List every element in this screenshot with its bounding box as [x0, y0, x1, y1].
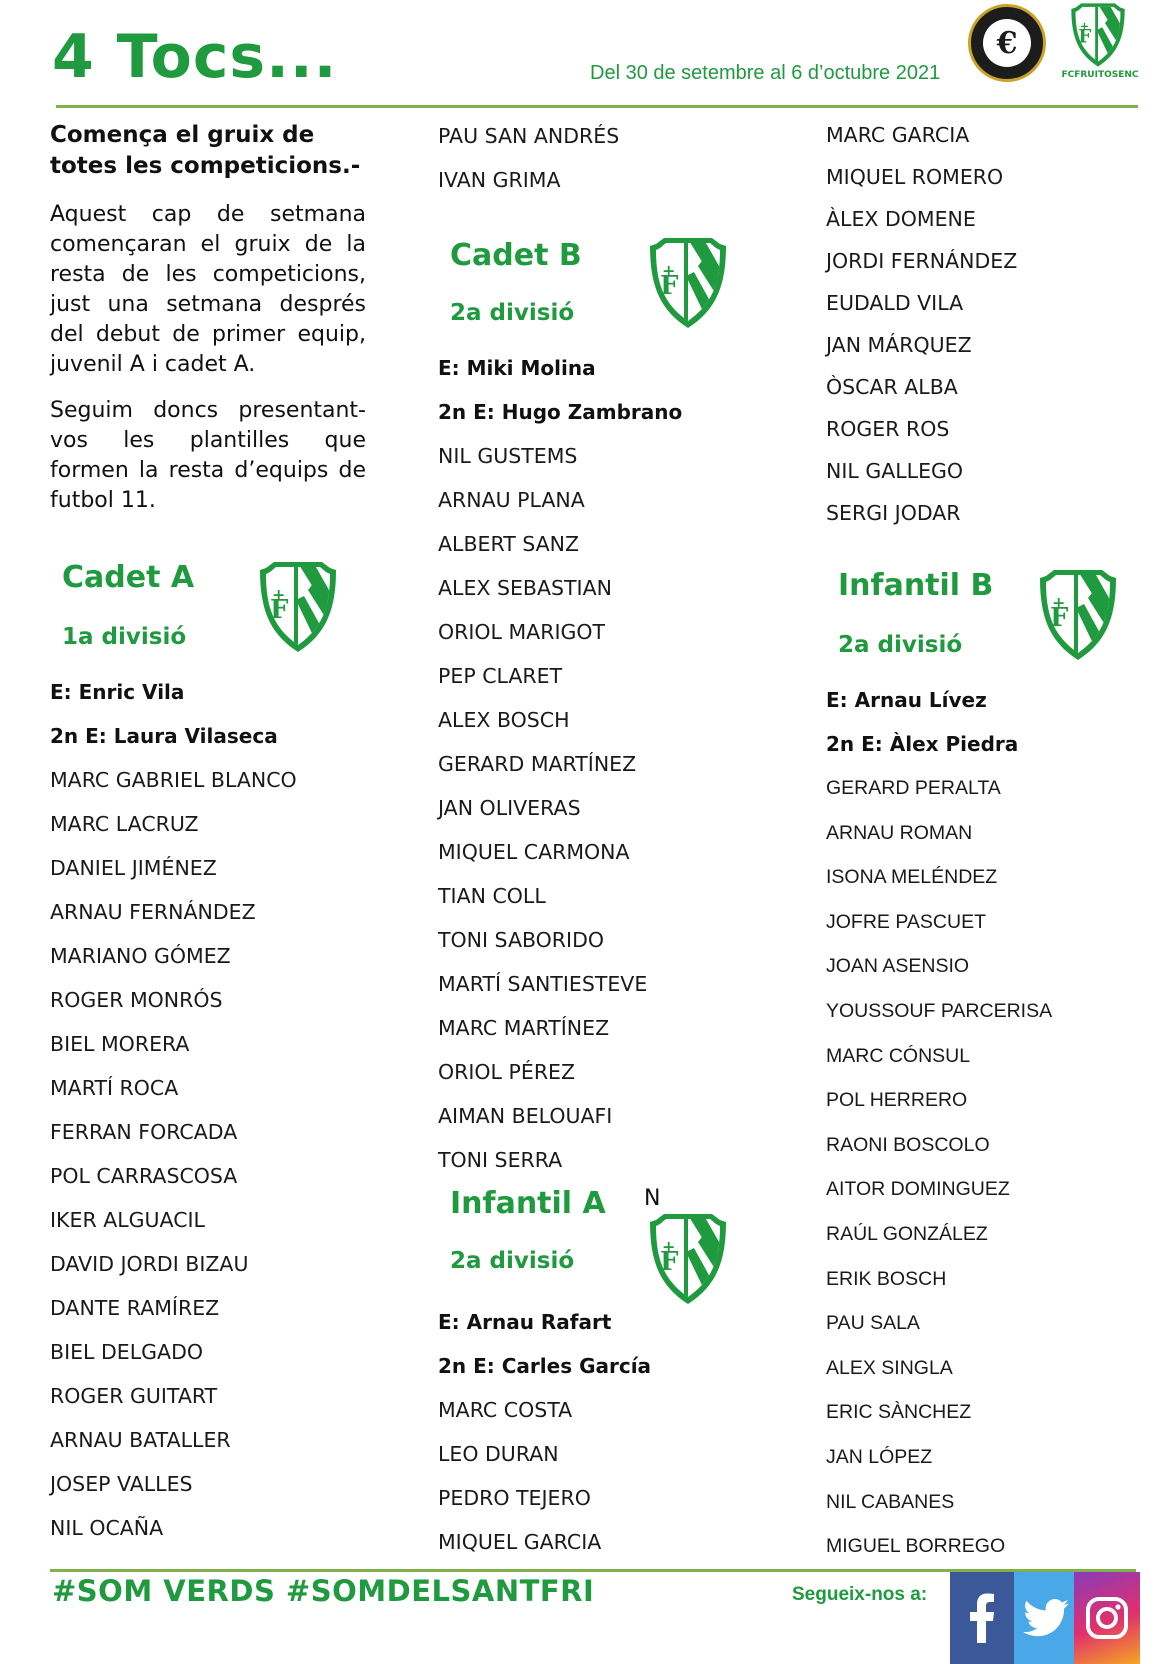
player-name: MARC GABRIEL BLANCO: [50, 768, 297, 792]
assistant-coach: 2n E: Laura Vilaseca: [50, 724, 278, 748]
shield-icon: [646, 236, 730, 330]
player-name: ROGER ROS: [826, 417, 950, 441]
twitter-icon[interactable]: [1014, 1572, 1078, 1664]
escola-futbol-seal-icon: [968, 4, 1046, 82]
player-name: ARNAU BATALLER: [50, 1428, 231, 1452]
player-name: RAÚL GONZÁLEZ: [826, 1222, 988, 1245]
club-shield-icon: [1068, 2, 1128, 68]
player-name: RAONI BOSCOLO: [826, 1133, 990, 1156]
intro-paragraph-1: Aquest cap de setmana començaran el gruix de la resta de les competicions, just una setmana després del debut de primer equip, juvenil A i cadet A.: [50, 202, 366, 377]
header-divider: [56, 105, 1138, 108]
seal-letter: €: [983, 19, 1031, 67]
page-title: 4 Tocs...: [52, 22, 338, 92]
player-name: MARTÍ SANTIESTEVE: [438, 972, 648, 996]
player-name: ÒSCAR ALBA: [826, 375, 958, 399]
player-name: ROGER MONRÓS: [50, 988, 223, 1012]
player-list: [438, 434, 682, 1182]
player-name: PEP CLARET: [438, 664, 563, 688]
player-name: ARNAU FERNÁNDEZ: [50, 900, 256, 924]
club-caption: FCFRUITOSENC: [1061, 70, 1139, 80]
player-name: JAN OLIVERAS: [438, 796, 581, 820]
player-name: MARC MARTÍNEZ: [438, 1016, 610, 1040]
coach: E: Arnau Rafart: [438, 1310, 612, 1334]
shield-icon: [646, 1212, 730, 1306]
roster-infantil-a-cont: [826, 114, 1017, 534]
player-name: JORDI FERNÁNDEZ: [826, 249, 1018, 273]
intro-paragraph-2: Seguim doncs presentant-vos les plantilles que formen la resta d’equips de futbol 11.: [50, 398, 366, 513]
assistant-coach: 2n E: Carles García: [438, 1354, 652, 1378]
assistant-coach: 2n E: Hugo Zambrano: [438, 400, 683, 424]
player-list: [826, 766, 1052, 1569]
player-name: AITOR DOMINGUEZ: [826, 1178, 1010, 1201]
player-name: MIQUEL GARCIA: [438, 1530, 602, 1554]
player-name: IKER ALGUACIL: [50, 1208, 205, 1232]
division-infantil-a: 2a divisió: [450, 1248, 575, 1274]
player-name: FERRAN FORCADA: [50, 1120, 238, 1144]
player-name: JOFRE PASCUET: [826, 910, 986, 933]
player-list: [438, 1388, 651, 1564]
division-cadet-b: 2a divisió: [450, 300, 575, 326]
roster-infantil-b: [826, 678, 1052, 1569]
division-infantil-b: 2a divisió: [838, 632, 963, 658]
player-name: GERARD PERALTA: [826, 777, 1001, 799]
player-name: ARNAU ROMAN: [826, 821, 973, 844]
facebook-icon[interactable]: [950, 1572, 1014, 1664]
player-name: JOAN ASENSIO: [826, 955, 970, 978]
player-name: ROGER GUITART: [50, 1384, 218, 1408]
instagram-glyph: [1085, 1596, 1129, 1640]
instagram-icon[interactable]: [1074, 1572, 1140, 1664]
player-name: DANIEL JIMÉNEZ: [50, 856, 217, 880]
player-name: PAU SALA: [826, 1312, 920, 1335]
player-name: EUDALD VILA: [826, 291, 964, 315]
roster-infantil-a: [438, 1300, 651, 1564]
player-name: ARNAU PLANA: [438, 488, 585, 512]
player-name: DAVID JORDI BIZAU: [50, 1252, 249, 1276]
player-name: MARTÍ ROCA: [50, 1076, 179, 1100]
player-name: MARC CÓNSUL: [826, 1044, 971, 1067]
team-name-cadet-a: Cadet A: [62, 560, 195, 595]
shield-icon: [256, 560, 340, 654]
player-name: NIL CABANES: [826, 1490, 955, 1513]
player-name: TONI SERRA: [438, 1148, 563, 1172]
follow-label: Segueix-nos a:: [792, 1584, 928, 1605]
player-name: YOUSSOUF PARCERISA: [826, 999, 1053, 1022]
roster-cadet-a-cont: [438, 114, 619, 202]
player-name: MARC GARCIA: [826, 123, 970, 147]
column-1: [50, 120, 366, 516]
coach: E: Arnau Lívez: [826, 688, 987, 712]
hashtags: #SOM VERDS #SOMDELSANTFRI: [52, 1574, 595, 1608]
facebook-glyph: [967, 1593, 997, 1643]
player-name: ALBERT SANZ: [438, 532, 580, 556]
player-name: ORIOL MARIGOT: [438, 620, 606, 644]
player-name: TIAN COLL: [438, 884, 546, 908]
player-name: DANTE RAMÍREZ: [50, 1296, 220, 1320]
player-list: [826, 114, 1017, 534]
player-name: AIMAN BELOUAFI: [438, 1104, 613, 1128]
player-name: BIEL DELGADO: [50, 1340, 203, 1364]
player-name: POL CARRASCOSA: [50, 1164, 238, 1188]
player-name: POL HERRERO: [826, 1089, 968, 1112]
player-name: MIGUEL BORREGO: [826, 1535, 1006, 1558]
roster-cadet-b: [438, 346, 682, 1182]
intro-heading: Comença el gruix de totes les competicions.-: [50, 122, 361, 179]
player-name: ALEX SINGLA: [826, 1356, 953, 1379]
player-name: JAN LÓPEZ: [826, 1445, 933, 1468]
player-name: ORIOL PÉREZ: [438, 1060, 576, 1084]
assistant-coach: 2n E: Àlex Piedra: [826, 732, 1019, 756]
twitter-glyph: [1023, 1599, 1069, 1637]
player-name: MARC LACRUZ: [50, 812, 199, 836]
player-name: IVAN GRIMA: [438, 168, 561, 192]
player-name: JOSEP VALLES: [50, 1472, 193, 1496]
date-range: Del 30 de setembre al 6 d’octubre 2021: [590, 62, 941, 84]
player-name: NIL GALLEGO: [826, 459, 964, 483]
player-name: ERIK BOSCH: [826, 1267, 947, 1290]
player-name: LEO DURAN: [438, 1442, 559, 1466]
player-name: ISONA MELÉNDEZ: [826, 866, 998, 889]
player-name: ALEX BOSCH: [438, 708, 570, 732]
player-list: [438, 114, 619, 202]
player-name: PEDRO TEJERO: [438, 1486, 591, 1510]
player-name: ALEX SEBASTIAN: [438, 576, 612, 600]
player-name: PAU SAN ANDRÉS: [438, 124, 620, 148]
margin-mark: N: [644, 1186, 661, 1211]
player-name: MARC COSTA: [438, 1398, 573, 1422]
coach: E: Miki Molina: [438, 356, 596, 380]
player-name: BIEL MORERA: [50, 1032, 190, 1056]
player-name: NIL OCAÑA: [50, 1516, 164, 1540]
shield-icon: [1036, 568, 1120, 662]
division-cadet-a: 1a divisió: [62, 624, 187, 650]
player-name: SERGI JODAR: [826, 501, 961, 525]
player-name: NIL GUSTEMS: [438, 444, 578, 468]
player-name: MIQUEL ROMERO: [826, 165, 1004, 189]
roster-cadet-a: [50, 670, 297, 1550]
player-name: GERARD MARTÍNEZ: [438, 752, 637, 776]
player-name: JAN MÁRQUEZ: [826, 333, 972, 357]
coach: E: Enric Vila: [50, 680, 185, 704]
player-name: MIQUEL CARMONA: [438, 840, 630, 864]
player-name: TONI SABORIDO: [438, 928, 605, 952]
player-list: [50, 758, 297, 1550]
player-name: ÀLEX DOMENE: [826, 207, 976, 231]
player-name: MARIANO GÓMEZ: [50, 944, 231, 968]
team-name-cadet-b: Cadet B: [450, 238, 582, 273]
team-name-infantil-a: Infantil A: [450, 1186, 606, 1221]
player-name: ERIC SÀNCHEZ: [826, 1401, 972, 1424]
team-name-infantil-b: Infantil B: [838, 568, 994, 603]
